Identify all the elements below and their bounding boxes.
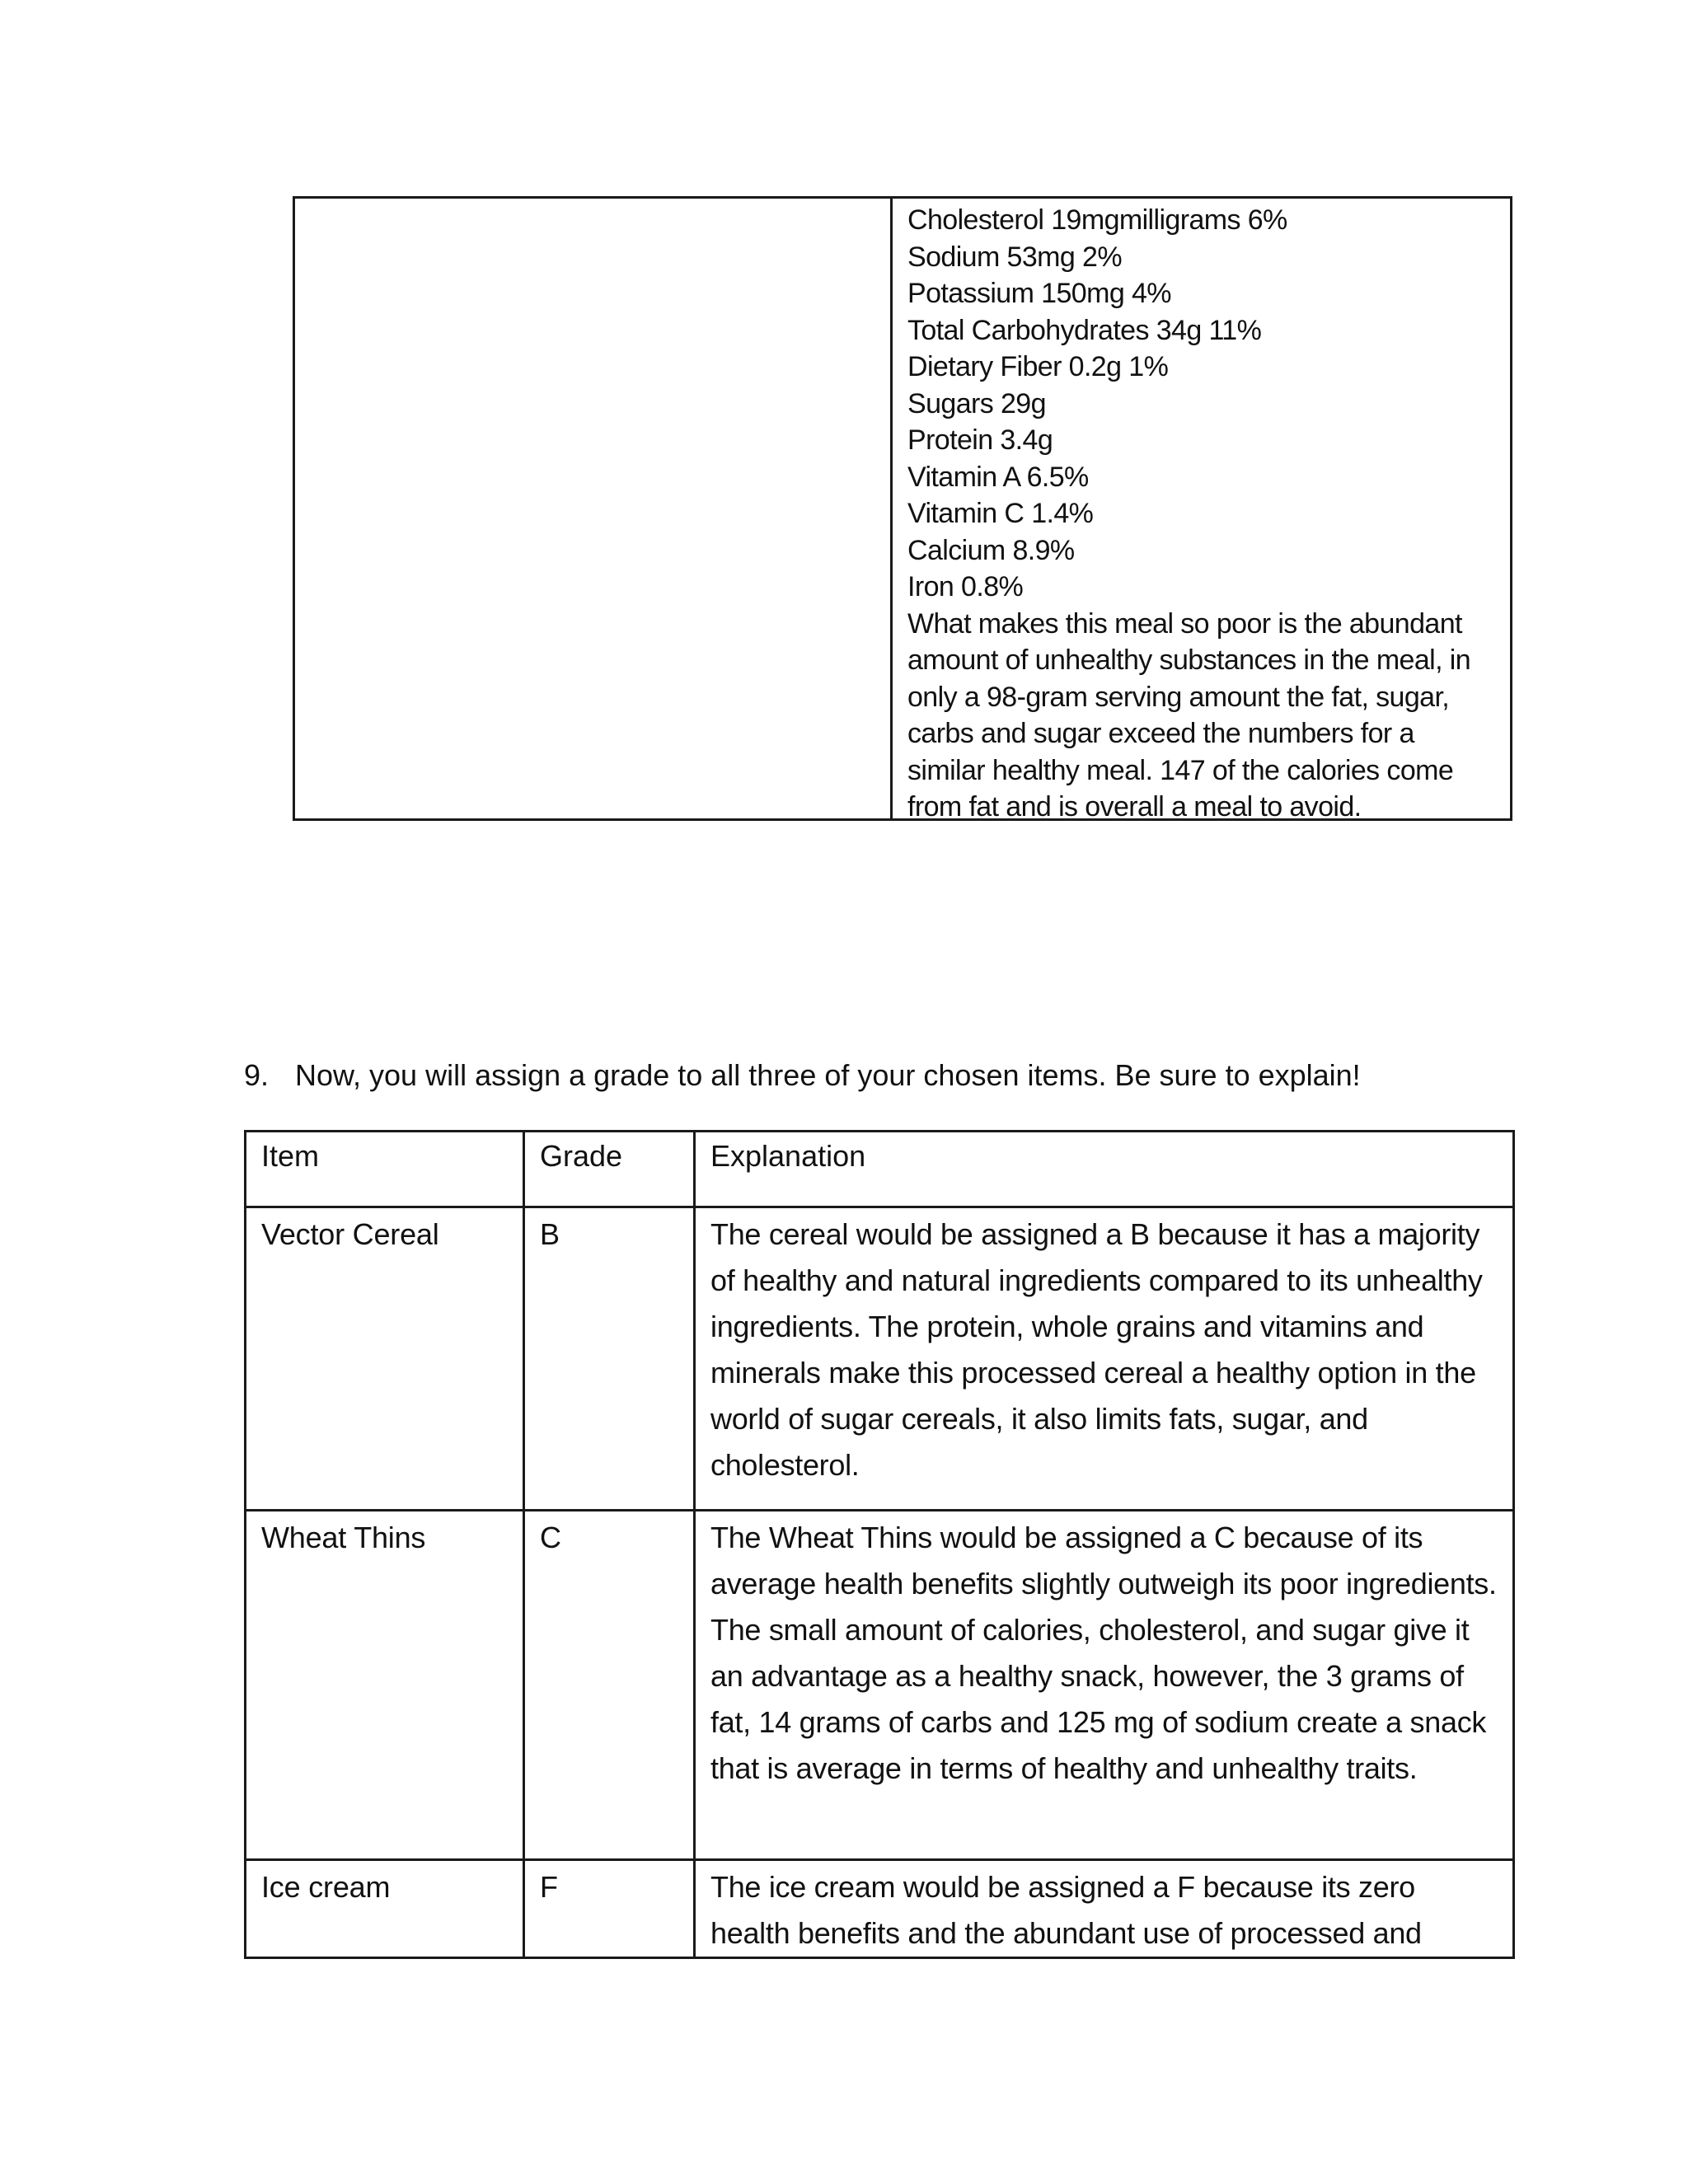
header-grade: Grade [524,1132,695,1207]
nutrition-summary: What makes this meal so poor is the abundant amount of unhealthy substances in the meal, in only a 98-gram serving amount the fat, sugar, carbs and sugar exceed the numbers for a similar healthy meal. 147 of the calories come from fat and is overall a meal to avoid. [907,607,1471,823]
explanation-cell: The Wheat Thins would be assigned a C because of its average health benefits slightly outweigh its poor ingredients. The small amount of calories, cholesterol, and sugar give it an advantage as a healthy snack, however, the 3 grams of fat, 14 grams of carbs and 125 mg of sodium create a snack that is average in terms of healthy and unhealthy traits. [695,1511,1514,1860]
question-9 [244,1057,1361,1094]
nutrient-dietary-fiber: Dietary Fiber 0.2g 1% [907,351,1169,382]
question-number: 9. [244,1058,270,1092]
nutrient-cholesterol: Cholesterol 19mgmilligrams 6% [907,204,1287,236]
table-row [246,1207,1514,1511]
item-cell: Vector Cereal [246,1207,524,1511]
nutrient-sugars: Sugars 29g [907,387,1046,419]
nutrient-vitamin-a: Vitamin A 6.5% [907,461,1089,493]
nutrient-sodium: Sodium 53mg 2% [907,241,1122,273]
item-cell: Ice cream [246,1860,524,1958]
nutrition-table-empty-cell [295,199,893,818]
table-row [246,1860,1514,1958]
nutrient-calcium: Calcium 8.9% [907,534,1075,566]
nutrient-protein: Protein 3.4g [907,424,1053,456]
table-header-row [246,1132,1514,1207]
header-explanation: Explanation [695,1132,1514,1207]
grade-cell: B [524,1207,695,1511]
header-item: Item [246,1132,524,1207]
table-row [246,1511,1514,1860]
nutrition-facts-cell [893,199,1510,823]
nutrient-iron: Iron 0.8% [907,571,1024,602]
item-cell: Wheat Thins [246,1511,524,1860]
grade-cell: C [524,1511,695,1860]
grade-cell: F [524,1860,695,1958]
question-text: Now, you will assign a grade to all three of your chosen items. Be sure to explain! [295,1058,1361,1092]
explanation-cell: The ice cream would be assigned a F because its zero health benefits and the abundant use of processed and [695,1860,1514,1958]
grades-table [244,1130,1515,1959]
nutrition-table [293,196,1512,821]
explanation-cell: The cereal would be assigned a B because it has a majority of healthy and natural ingredients compared to its unhealthy ingredients. The protein, whole grains and vitamins and minerals make this processed cereal a healthy option in the world of sugar cereals, it also limits fats, sugar, and cholesterol. [695,1207,1514,1511]
nutrient-vitamin-c: Vitamin C 1.4% [907,498,1094,529]
nutrient-total-carbohydrates: Total Carbohydrates 34g 11% [907,314,1262,346]
nutrient-potassium: Potassium 150mg 4% [907,278,1171,309]
